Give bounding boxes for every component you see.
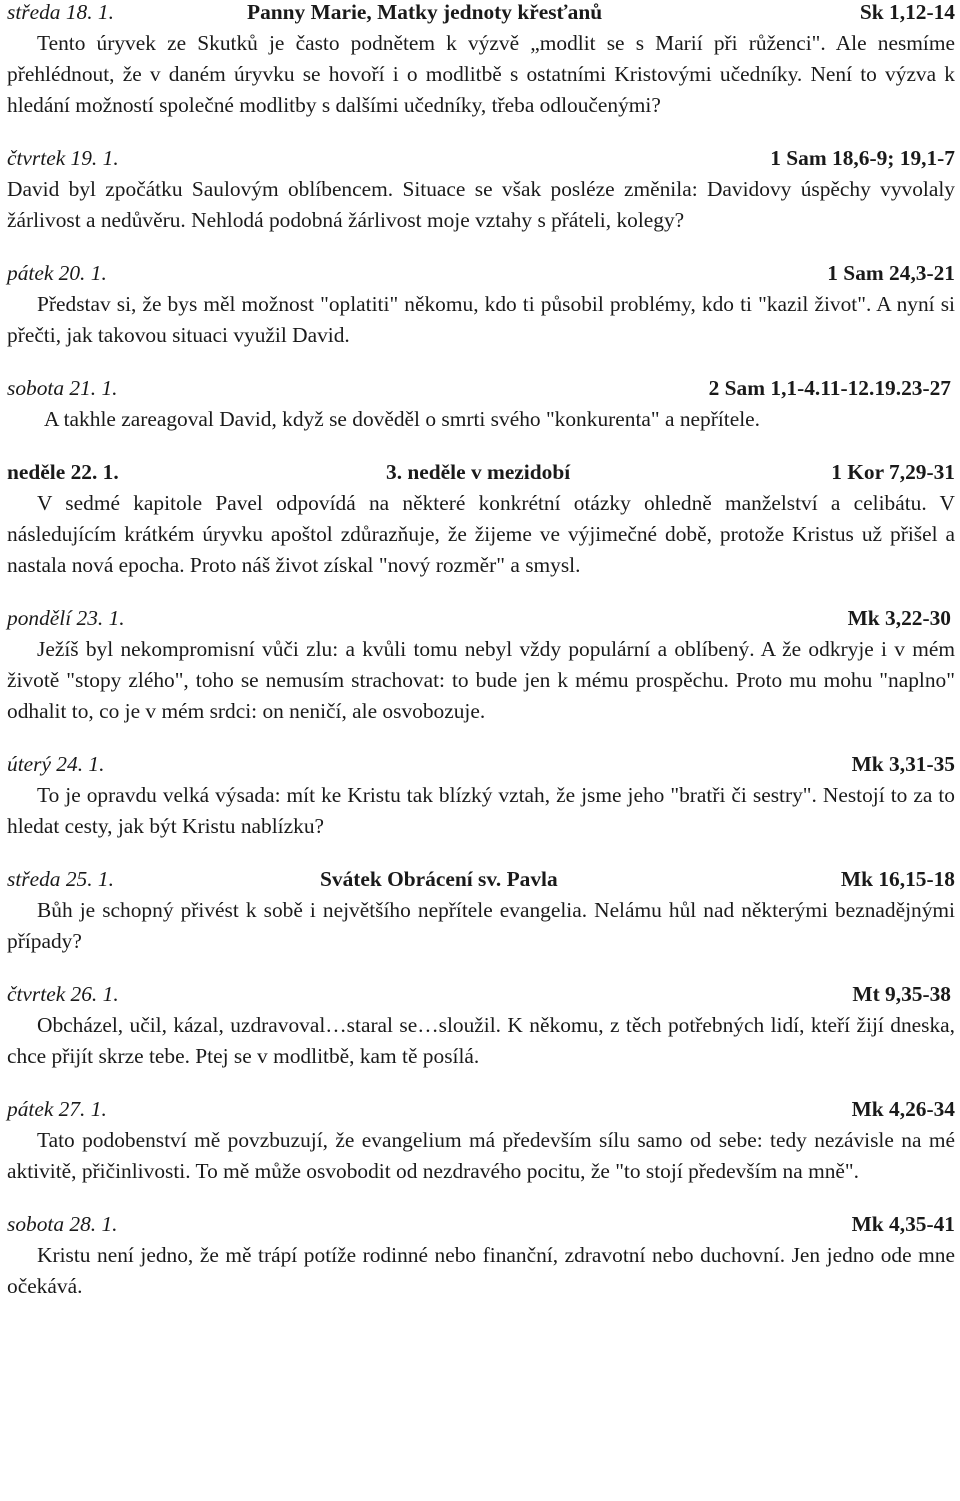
entry-header	[7, 258, 955, 289]
entry-tue-24	[7, 749, 955, 842]
entry-reference: Mk 3,31-35	[851, 752, 955, 776]
entry-header	[7, 603, 955, 634]
entry-sat-28	[7, 1209, 955, 1302]
entry-fri-20	[7, 258, 955, 351]
entry-reference: 1 Sam 18,6-9; 19,1-7	[770, 146, 955, 170]
entry-feast: Panny Marie, Matky jednoty křesťanů	[247, 0, 603, 24]
entry-reference: 2 Sam 1,1-4.11-12.19.23-27	[708, 376, 951, 400]
entry-date: úterý 24. 1.	[7, 752, 105, 776]
entry-wed-25	[7, 864, 955, 957]
entry-text: Obcházel, učil, kázal, uzdravoval…staral se…sloužil. K někomu, z těch potřebných lidí, kteří žijí dneska, chce přijít skrze tebe. Ptej se v modlitbě, kam tě posílá.	[7, 1013, 955, 1068]
entry-reference: Sk 1,12-14	[859, 0, 955, 24]
entry-header	[7, 457, 955, 488]
entry-text: Tento úryvek ze Skutků je často podnětem k výzvě „modlit se s Marií při růženci". Ale nesmíme přehlédnout, že v daném úryvku se hovoří i o modlitbě s ostatními Kristovými učedníky. Není to výzva k hledání možností společné modlitby s dalšími učedníky, třeba odloučenými?	[7, 31, 955, 117]
entry-date: sobota 21. 1.	[7, 376, 118, 400]
entry-wed-18	[7, 0, 955, 121]
entry-text: Kristu není jedno, že mě trápí potíže rodinné nebo finanční, zdravotní nebo duchovní. Jen jedno ode mne očekává.	[7, 1243, 955, 1298]
entry-reference: Mk 3,22-30	[847, 606, 951, 630]
entry-text: To je opravdu velká výsada: mít ke Kristu tak blízký vztah, že jsme jeho "bratři či sestry". Nestojí to za to hledat cesty, jak být Kristu nablízku?	[7, 783, 955, 838]
entry-header	[7, 864, 955, 895]
entry-header	[7, 0, 955, 28]
entry-header	[7, 143, 955, 174]
entry-text: Tato podobenství mě povzbuzují, že evangelium má především sílu samo od sebe: tedy nezávisle na mé aktivitě, přičinlivosti. To mě může osvobodit od nezdravého pocitu, že "to stojí především na mně".	[7, 1128, 955, 1183]
entry-header	[7, 373, 955, 404]
entry-date: sobota 28. 1.	[7, 1212, 118, 1236]
entry-date: pátek 20. 1.	[7, 261, 107, 285]
entry-date: pondělí 23. 1.	[7, 606, 125, 630]
entry-date: středa 25. 1.	[7, 867, 114, 891]
entry-header	[7, 979, 955, 1010]
entry-feast: Svátek Obrácení sv. Pavla	[320, 867, 558, 891]
entry-text: Představ si, že bys měl možnost "oplatiti" někomu, kdo ti působil problémy, kdo ti "kazil život". A nyní si přečti, jak takovou situaci využil David.	[7, 292, 955, 347]
entry-reference: Mk 4,26-34	[851, 1097, 955, 1121]
entry-text: Ježíš byl nekompromisní vůči zlu: a kvůli tomu nebyl vždy populární a oblíbený. A že odkryje i v mém životě "stopy zlého", toho se nemusím strachovat: to bude jen k mému prospěchu. Proto mu mohu "naplno" odhalit to, co je v mém srdci: on neničí, ale osvobozuje.	[7, 637, 955, 723]
entry-header	[7, 749, 955, 780]
entry-sat-21	[7, 373, 955, 435]
entry-sun-22	[7, 457, 955, 581]
entry-reference: 1 Kor 7,29-31	[831, 460, 955, 484]
entry-reference: Mt 9,35-38	[852, 982, 951, 1006]
entry-text: V sedmé kapitole Pavel odpovídá na některé konkrétní otázky ohledně manželství a celibátu. V následujícím krátkém úryvku apoštol zdůrazňuje, že žijeme ve výjimečné době, protože Kristus už přišel a nastala nová epocha. Proto náš život získal "nový rozměr" a smysl.	[7, 491, 955, 577]
entry-header	[7, 1209, 955, 1240]
entry-thu-26	[7, 979, 955, 1072]
entry-date: čtvrtek 26. 1.	[7, 982, 119, 1006]
entry-text: Bůh je schopný přivést k sobě i největšího nepřítele evangelia. Nelámu hůl nad některými beznadějnými případy?	[7, 898, 955, 953]
entry-mon-23	[7, 603, 955, 727]
entry-date: neděle 22. 1.	[7, 460, 119, 484]
entry-text: A takhle zareagoval David, když se dověděl o smrti svého "konkurenta" a nepřítele.	[44, 407, 760, 431]
reading-calendar	[7, 0, 955, 1324]
entry-feast: 3. neděle v mezidobí	[386, 460, 571, 484]
entry-reference: Mk 16,15-18	[840, 867, 955, 891]
entry-fri-27	[7, 1094, 955, 1187]
entry-thu-19	[7, 143, 955, 236]
entry-reference: 1 Sam 24,3-21	[827, 261, 955, 285]
entry-date: pátek 27. 1.	[7, 1097, 107, 1121]
entry-date: středa 18. 1.	[7, 0, 114, 24]
entry-date: čtvrtek 19. 1.	[7, 146, 119, 170]
entry-text: David byl zpočátku Saulovým oblíbencem. Situace se však posléze změnila: Davidovy úspěchy vyvolaly žárlivost a nedůvěru. Nehlodá podobná žárlivost moje vztahy s přáteli, kolegy?	[7, 177, 955, 232]
entry-header	[7, 1094, 955, 1125]
entry-reference: Mk 4,35-41	[851, 1212, 955, 1236]
